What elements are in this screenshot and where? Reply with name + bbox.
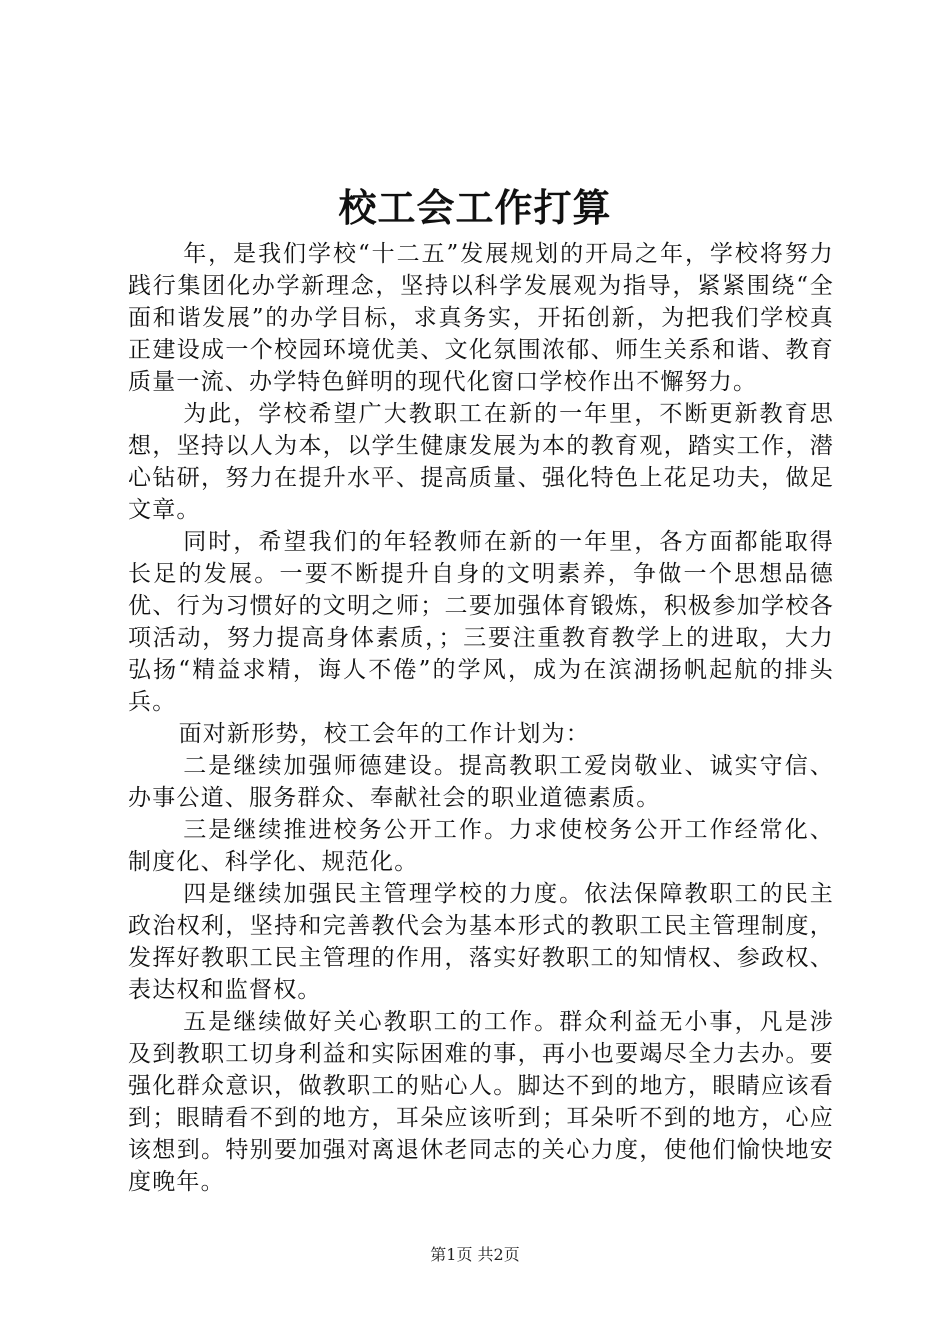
paragraph-teachers: 为此，学校希望广大教职工在新的一年里，不断更新教育思想，坚持以人为本，以学生健康发展为本的教育观，踏实工作，潜心钻研，努力在提升水平、提高质量、强化特色上花足功夫，做足文章。 xyxy=(128,401,834,523)
paragraph-young-teachers: 同时，希望我们的年轻教师在新的一年里，各方面都能取得长足的发展。一要不断提升自身的文明素养，争做一个思想品德优、行为习惯好的文明之师；二要加强体育锻炼，积极参加学校各项活动，努力提高身体素质，；三要注重教育教学上的进取，大力弘扬“精益求精，诲人不倦”的学风，成为在滨湖扬帆起航的排头兵。 xyxy=(128,529,834,715)
paragraph-plan-intro: 面对新形势，校工会年的工作计划为： xyxy=(178,721,590,747)
paragraph-item-three: 三是继续推进校务公开工作。力求使校务公开工作经常化、制度化、科学化、规范化。 xyxy=(128,817,834,875)
paragraph-intro: 年，是我们学校“十二五”发展规划的开局之年，学校将努力践行集团化办学新理念，坚持以科学发展观为指导，紧紧围绕“全面和谐发展”的办学目标，求真务实，开拓创新，为把我们学校真正建设成一个校园环境优美、文化氛围浓郁、师生关系和谐、教育质量一流、办学特色鲜明的现代化窗口学校作出不懈努力。 xyxy=(128,241,834,395)
document-title: 校工会工作打算 xyxy=(338,185,612,230)
page-footer: 第1页 共2页 xyxy=(430,1245,520,1264)
paragraph-item-four: 四是继续加强民主管理学校的力度。依法保障教职工的民主政治权利，坚持和完善教代会为基本形式的教职工民主管理制度，发挥好教职工民主管理的作用，落实好教职工的知情权、参政权、表达权和监督权。 xyxy=(128,881,834,1003)
paragraph-item-five: 五是继续做好关心教职工的工作。群众利益无小事，凡是涉及到教职工切身利益和实际困难的事，再小也要竭尽全力去办。要强化群众意识，做教职工的贴心人。脚达不到的地方，眼睛应该看到；眼睛看不到的地方，耳朵应该听到；耳朵听不到的地方，心应该想到。特别要加强对离退休老同志的关心力度，使他们愉快地安度晚年。 xyxy=(128,1009,834,1195)
paragraph-item-two: 二是继续加强师德建设。提高教职工爱岗敬业、诚实守信、办事公道、服务群众、奉献社会的职业道德素质。 xyxy=(128,753,834,811)
document-body xyxy=(128,238,834,1198)
